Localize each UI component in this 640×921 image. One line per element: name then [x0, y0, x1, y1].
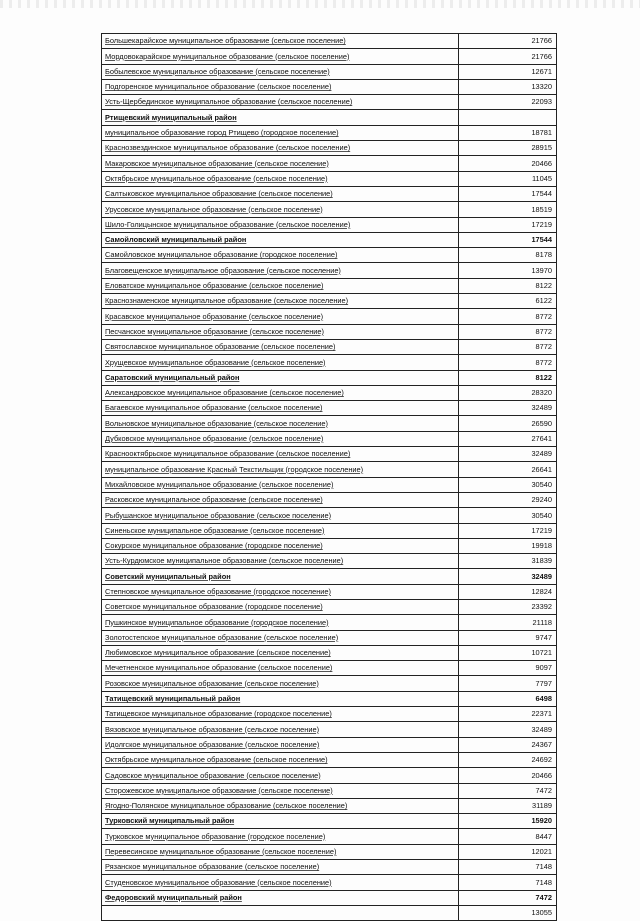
table-row	[102, 125, 557, 140]
row-name: Самойловский муниципальный район	[105, 235, 247, 245]
row-name-cell	[102, 248, 459, 263]
table-row	[102, 554, 557, 569]
row-value: 32489	[459, 722, 557, 737]
row-value: 13055	[459, 905, 557, 920]
row-name-cell	[102, 202, 459, 217]
row-name-cell	[102, 630, 459, 645]
table-row	[102, 339, 557, 354]
row-name-cell	[102, 294, 459, 309]
row-value: 7472	[459, 890, 557, 905]
row-name: Усть-Курдюмское муниципальное образование (сельское поселение)	[105, 556, 344, 566]
table-row	[102, 217, 557, 232]
row-value: 26590	[459, 416, 557, 431]
row-value: 20466	[459, 156, 557, 171]
row-name: Советское муниципальное образование (городское поселение)	[105, 602, 323, 612]
row-name-cell	[102, 538, 459, 553]
table-row	[102, 905, 557, 920]
row-value: 24367	[459, 737, 557, 752]
row-name: Еловатское муниципальное образование (сельское поселение)	[105, 281, 324, 291]
municipal-table	[101, 33, 557, 921]
row-name-cell	[102, 814, 459, 829]
row-name-cell	[102, 79, 459, 94]
row-name-cell	[102, 722, 459, 737]
row-name: Перевесинское муниципальное образование (сельское поселение)	[105, 847, 337, 857]
row-value: 17219	[459, 523, 557, 538]
table-row	[102, 844, 557, 859]
row-value: 31839	[459, 554, 557, 569]
row-name: Макаровское муниципальное образование (сельское поселение)	[105, 158, 329, 168]
table-row	[102, 462, 557, 477]
table-row	[102, 186, 557, 201]
row-name: Розовское муниципальное образование (сельское поселение)	[105, 678, 319, 688]
row-name: Благовещенское муниципальное образование (сельское поселение)	[105, 265, 341, 275]
table-row	[102, 875, 557, 890]
table-row	[102, 248, 557, 263]
table-row	[102, 34, 557, 49]
row-value: 18519	[459, 202, 557, 217]
table-row	[102, 202, 557, 217]
row-name: Большекарайское муниципальное образование (сельское поселение)	[105, 36, 346, 46]
row-value: 24692	[459, 752, 557, 767]
table-row	[102, 49, 557, 64]
row-name: Татищевское муниципальное образование (городское поселение)	[105, 709, 332, 719]
row-name-cell	[102, 905, 459, 920]
row-value: 7472	[459, 783, 557, 798]
row-name: муниципальное образование город Ртищево (городское поселение)	[105, 128, 339, 138]
table-row	[102, 447, 557, 462]
row-value: 8772	[459, 339, 557, 354]
row-name: Турковский муниципальный район	[105, 816, 235, 826]
row-value: 7148	[459, 860, 557, 875]
table-row	[102, 615, 557, 630]
row-value	[459, 110, 557, 125]
row-name: Михайловское муниципальное образование (сельское поселение)	[105, 479, 334, 489]
row-value: 9747	[459, 630, 557, 645]
row-name-cell	[102, 523, 459, 538]
row-name: Самойловское муниципальное образование (городское поселение)	[105, 250, 338, 260]
table-row	[102, 263, 557, 278]
row-name: Садовское муниципальное образование (сельское поселение)	[105, 770, 321, 780]
table-row	[102, 783, 557, 798]
row-value: 31189	[459, 798, 557, 813]
row-name: Урусовское муниципальное образование (сельское поселение)	[105, 204, 323, 214]
row-name-cell	[102, 309, 459, 324]
row-name: Степновское муниципальное образование (городское поселение)	[105, 586, 331, 596]
row-name-cell	[102, 860, 459, 875]
table-row	[102, 676, 557, 691]
row-name: Федоровский муниципальный район	[105, 892, 242, 902]
row-name-cell	[102, 875, 459, 890]
table-row	[102, 141, 557, 156]
table-row	[102, 278, 557, 293]
row-name-cell	[102, 339, 459, 354]
row-name: Дубковское муниципальное образование (сельское поселение)	[105, 434, 324, 444]
row-name: Песчанское муниципальное образование (сельское поселение)	[105, 326, 324, 336]
row-name: Октябрьское муниципальное образование (сельское поселение)	[105, 755, 328, 765]
district-row	[102, 370, 557, 385]
row-name-cell	[102, 110, 459, 125]
table-row	[102, 645, 557, 660]
row-name: Подгоренское муниципальное образование (сельское поселение)	[105, 82, 332, 92]
row-name-cell	[102, 492, 459, 507]
row-value: 6122	[459, 294, 557, 309]
table-row	[102, 798, 557, 813]
row-name-cell	[102, 890, 459, 905]
row-name: Вольновское муниципальное образование (сельское поселение)	[105, 418, 328, 428]
row-name-cell	[102, 783, 459, 798]
row-name-cell	[102, 217, 459, 232]
row-value: 21118	[459, 615, 557, 630]
row-name-cell	[102, 737, 459, 752]
row-name-cell	[102, 416, 459, 431]
table-row	[102, 752, 557, 767]
row-name-cell	[102, 232, 459, 247]
row-name: Сторожевское муниципальное образование (сельское поселение)	[105, 785, 333, 795]
row-name: Краснооктябрьское муниципальное образование (сельское поселение)	[105, 449, 351, 459]
row-name-cell	[102, 661, 459, 676]
row-name: Красавское муниципальное образование (сельское поселение)	[105, 311, 324, 321]
row-value: 19918	[459, 538, 557, 553]
row-value: 7148	[459, 875, 557, 890]
table-row	[102, 64, 557, 79]
row-value: 30540	[459, 508, 557, 523]
district-row	[102, 232, 557, 247]
table-row	[102, 492, 557, 507]
row-value: 12824	[459, 584, 557, 599]
row-name: Святославское муниципальное образование (сельское поселение)	[105, 342, 336, 352]
row-name-cell	[102, 447, 459, 462]
row-name-cell	[102, 798, 459, 813]
row-value: 15920	[459, 814, 557, 829]
table-row	[102, 829, 557, 844]
row-name-cell	[102, 844, 459, 859]
row-name-cell	[102, 385, 459, 400]
table-row	[102, 630, 557, 645]
row-name-cell	[102, 554, 459, 569]
row-value: 12671	[459, 64, 557, 79]
row-name: Золотостепское муниципальное образование (сельское поселение)	[105, 632, 339, 642]
table-row	[102, 401, 557, 416]
table-row	[102, 385, 557, 400]
table-row	[102, 508, 557, 523]
row-name: Александровское муниципальное образование (сельское поселение)	[105, 388, 344, 398]
row-name-cell	[102, 569, 459, 584]
row-name-cell	[102, 278, 459, 293]
row-name-cell	[102, 156, 459, 171]
row-name-cell	[102, 752, 459, 767]
row-name-cell	[102, 431, 459, 446]
table-row	[102, 309, 557, 324]
row-name: Татищевский муниципальный район	[105, 694, 241, 704]
row-name-cell	[102, 49, 459, 64]
row-name-cell	[102, 584, 459, 599]
row-name-cell	[102, 645, 459, 660]
row-name: Сокурское муниципальное образование (городское поселение)	[105, 541, 323, 551]
table-row	[102, 156, 557, 171]
row-value: 22371	[459, 707, 557, 722]
row-name: Ягодно-Полянское муниципальное образование (сельское поселение)	[105, 801, 348, 811]
row-value: 9097	[459, 661, 557, 676]
table-row	[102, 584, 557, 599]
row-name-cell	[102, 141, 459, 156]
row-value: 8772	[459, 324, 557, 339]
row-name-cell	[102, 355, 459, 370]
row-value: 12021	[459, 844, 557, 859]
row-name: Усть-Щербединское муниципальное образование (сельское поселение)	[105, 97, 353, 107]
row-name: Расковское муниципальное образование (сельское поселение)	[105, 495, 323, 505]
row-value: 17544	[459, 186, 557, 201]
row-name: Краснознаменское муниципальное образование (сельское поселение)	[105, 296, 349, 306]
row-value: 8447	[459, 829, 557, 844]
row-value: 28320	[459, 385, 557, 400]
district-row	[102, 569, 557, 584]
row-name-cell	[102, 263, 459, 278]
row-name: Ртищевский муниципальный район	[105, 112, 237, 122]
table-row	[102, 431, 557, 446]
row-name: Краснозвездинское муниципальное образование (сельское поселение)	[105, 143, 351, 153]
table-row	[102, 355, 557, 370]
row-name-cell	[102, 125, 459, 140]
row-name-cell	[102, 370, 459, 385]
row-name: Студеновское муниципальное образование (сельское поселение)	[105, 877, 332, 887]
row-name: Бобылевское муниципальное образование (сельское поселение)	[105, 66, 330, 76]
row-value: 23392	[459, 599, 557, 614]
district-row	[102, 110, 557, 125]
row-value: 13320	[459, 79, 557, 94]
table-row	[102, 599, 557, 614]
table-row	[102, 477, 557, 492]
table-row	[102, 707, 557, 722]
row-value: 22093	[459, 95, 557, 110]
row-name-cell	[102, 171, 459, 186]
row-name: муниципальное образование Красный Текстильщик (городское поселение)	[105, 464, 364, 474]
row-value: 7797	[459, 676, 557, 691]
row-value: 28915	[459, 141, 557, 156]
table-row	[102, 661, 557, 676]
row-value: 21766	[459, 49, 557, 64]
row-value: 17544	[459, 232, 557, 247]
table-row	[102, 538, 557, 553]
row-value: 26641	[459, 462, 557, 477]
row-value: 6498	[459, 691, 557, 706]
table-row	[102, 79, 557, 94]
district-row	[102, 890, 557, 905]
row-value: 10721	[459, 645, 557, 660]
row-name-cell	[102, 676, 459, 691]
row-name: Багаевское муниципальное образование (сельское поселение)	[105, 403, 323, 413]
row-name-cell	[102, 401, 459, 416]
row-name-cell	[102, 95, 459, 110]
row-value: 29240	[459, 492, 557, 507]
table-row	[102, 768, 557, 783]
row-value: 21766	[459, 34, 557, 49]
row-value: 17219	[459, 217, 557, 232]
row-name: Шило-Голицынское муниципальное образование (сельское поселение)	[105, 219, 351, 229]
row-name-cell	[102, 324, 459, 339]
scan-artifact	[0, 0, 640, 8]
row-name: Октябрьское муниципальное образование (сельское поселение)	[105, 173, 328, 183]
table-row	[102, 722, 557, 737]
row-value: 32489	[459, 401, 557, 416]
row-name: Идолгское муниципальное образование (сельское поселение)	[105, 739, 320, 749]
row-value: 8772	[459, 355, 557, 370]
row-name-cell	[102, 691, 459, 706]
table-row	[102, 95, 557, 110]
table-row	[102, 523, 557, 538]
row-value: 27641	[459, 431, 557, 446]
row-value: 8122	[459, 278, 557, 293]
row-name: Рыбушанское муниципальное образование (сельское поселение)	[105, 510, 332, 520]
table-row	[102, 737, 557, 752]
table-row	[102, 294, 557, 309]
row-name: Пушкинское муниципальное образование (городское поселение)	[105, 617, 329, 627]
row-value: 32489	[459, 447, 557, 462]
table-row	[102, 171, 557, 186]
row-value: 18781	[459, 125, 557, 140]
district-row	[102, 814, 557, 829]
row-value: 30540	[459, 477, 557, 492]
row-name-cell	[102, 508, 459, 523]
row-value: 11045	[459, 171, 557, 186]
district-row	[102, 691, 557, 706]
row-value: 8122	[459, 370, 557, 385]
row-value: 20466	[459, 768, 557, 783]
row-value: 8772	[459, 309, 557, 324]
row-name: Синеньское муниципальное образование (сельское поселение)	[105, 525, 325, 535]
row-name: Мечетненское муниципальное образование (сельское поселение)	[105, 663, 333, 673]
row-value: 8178	[459, 248, 557, 263]
row-name: Вязовское муниципальное образование (сельское поселение)	[105, 724, 320, 734]
row-value: 32489	[459, 569, 557, 584]
row-name-cell	[102, 34, 459, 49]
row-name-cell	[102, 186, 459, 201]
row-value: 13970	[459, 263, 557, 278]
row-name-cell	[102, 462, 459, 477]
table-row	[102, 416, 557, 431]
row-name-cell	[102, 829, 459, 844]
row-name-cell	[102, 615, 459, 630]
table-body	[102, 34, 557, 921]
row-name: Салтыковское муниципальное образование (сельское поселение)	[105, 189, 333, 199]
row-name-cell	[102, 707, 459, 722]
row-name-cell	[102, 477, 459, 492]
row-name-cell	[102, 599, 459, 614]
row-name: Советский муниципальный район	[105, 571, 231, 581]
row-name: Рязанское муниципальное образование (сельское поселение)	[105, 862, 320, 872]
row-name: Саратовский муниципальный район	[105, 372, 240, 382]
row-name: Мордовокарайское муниципальное образование (сельское поселение)	[105, 51, 350, 61]
row-name: Турковское муниципальное образование (городское поселение)	[105, 831, 326, 841]
row-name: Хрущевское муниципальное образование (сельское поселение)	[105, 357, 326, 367]
row-name-cell	[102, 64, 459, 79]
table-row	[102, 860, 557, 875]
table-row	[102, 324, 557, 339]
row-name: Любимовское муниципальное образование (сельское поселение)	[105, 648, 331, 658]
row-name-cell	[102, 768, 459, 783]
